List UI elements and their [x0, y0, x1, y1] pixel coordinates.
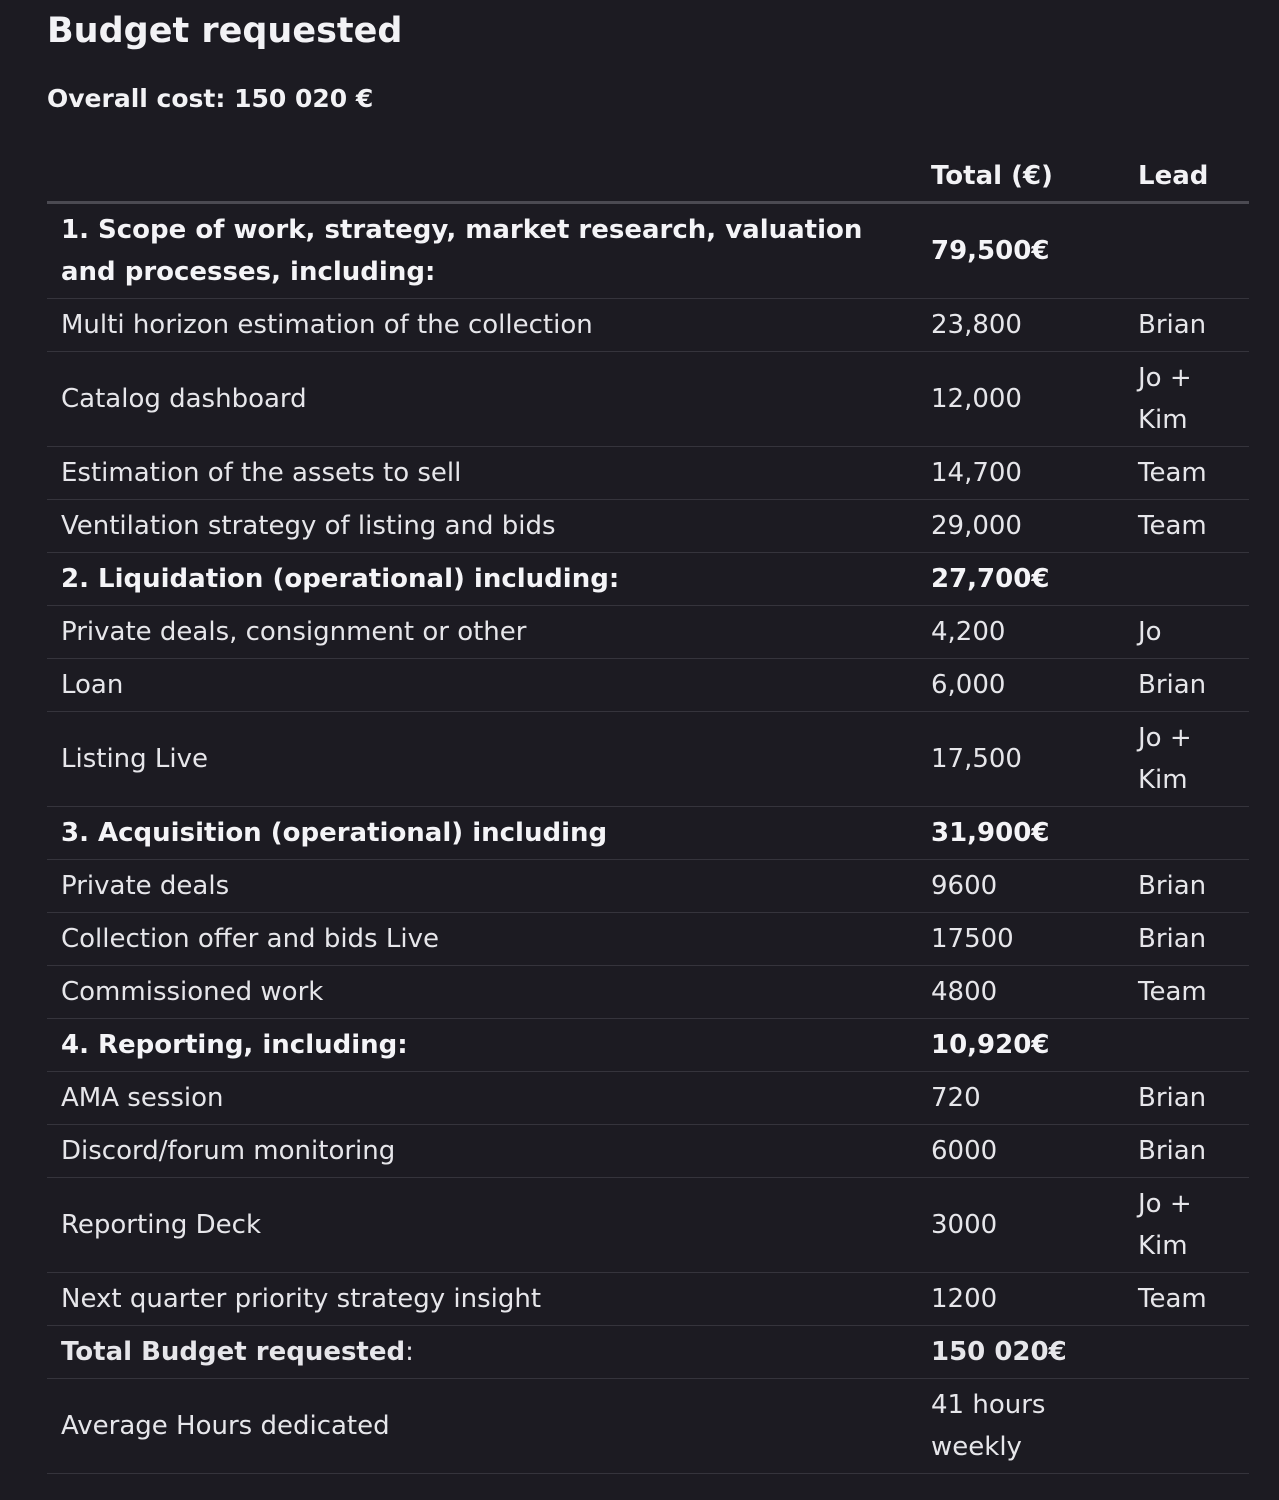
row-description: AMA session [47, 1072, 917, 1125]
row-description: Loan [47, 659, 917, 712]
total-budget-lead [1124, 1326, 1249, 1379]
row-total: 3000 [917, 1178, 1124, 1273]
row-description: 1. Scope of work, strategy, market research, valuation and processes, including: [47, 203, 917, 299]
row-total: 4,200 [917, 606, 1124, 659]
row-lead: Brian [1124, 1072, 1249, 1125]
row-description: Catalog dashboard [47, 352, 917, 447]
row-lead: Brian [1124, 659, 1249, 712]
row-total: 31,900€ [917, 807, 1124, 860]
table-header-row [47, 150, 1249, 203]
table-row [47, 447, 1249, 500]
row-description: Multi horizon estimation of the collection [47, 299, 917, 352]
row-total: 720 [917, 1072, 1124, 1125]
row-lead [1124, 203, 1249, 299]
row-lead: Brian [1124, 913, 1249, 966]
table-row [47, 659, 1249, 712]
average-hours-value: 41 hours weekly [917, 1379, 1124, 1474]
table-row [47, 913, 1249, 966]
row-lead: Jo + Kim [1124, 712, 1249, 807]
row-lead: Team [1124, 447, 1249, 500]
row-description: Collection offer and bids Live [47, 913, 917, 966]
column-header-lead: Lead [1124, 150, 1249, 203]
total-budget-row [47, 1326, 1249, 1379]
row-total: 23,800 [917, 299, 1124, 352]
table-row [47, 1273, 1249, 1326]
row-description: Ventilation strategy of listing and bids [47, 500, 917, 553]
average-hours-row [47, 1379, 1249, 1474]
row-total: 79,500€ [917, 203, 1124, 299]
row-description: 3. Acquisition (operational) including [47, 807, 917, 860]
table-row [47, 1072, 1249, 1125]
row-lead: Jo + Kim [1124, 352, 1249, 447]
table-row [47, 500, 1249, 553]
row-total: 6000 [917, 1125, 1124, 1178]
column-header-description [47, 150, 917, 203]
row-total: 27,700€ [917, 553, 1124, 606]
row-total: 12,000 [917, 352, 1124, 447]
table-row [47, 553, 1249, 606]
table-row [47, 966, 1249, 1019]
average-hours-lead [1124, 1379, 1249, 1474]
row-lead: Jo [1124, 606, 1249, 659]
total-budget-value: 150 020€ [917, 1326, 1124, 1379]
total-budget-label-text: Total Budget requested [61, 1337, 406, 1367]
row-total: 6,000 [917, 659, 1124, 712]
row-total: 4800 [917, 966, 1124, 1019]
row-lead: Brian [1124, 860, 1249, 913]
row-lead: Jo + Kim [1124, 1178, 1249, 1273]
row-description: 2. Liquidation (operational) including: [47, 553, 917, 606]
row-description: 4. Reporting, including: [47, 1019, 917, 1072]
row-description: Private deals [47, 860, 917, 913]
total-budget-label-suffix: : [405, 1337, 414, 1367]
row-lead: Team [1124, 500, 1249, 553]
row-description: Commissioned work [47, 966, 917, 1019]
table-row [47, 606, 1249, 659]
table-row [47, 860, 1249, 913]
table-row [47, 1019, 1249, 1072]
row-lead [1124, 807, 1249, 860]
column-header-total: Total (€) [917, 150, 1124, 203]
table-row [47, 1178, 1249, 1273]
row-total: 1200 [917, 1273, 1124, 1326]
table-row [47, 712, 1249, 807]
row-lead [1124, 1019, 1249, 1072]
row-total: 9600 [917, 860, 1124, 913]
table-row [47, 807, 1249, 860]
row-total: 17,500 [917, 712, 1124, 807]
row-total: 17500 [917, 913, 1124, 966]
row-total: 14,700 [917, 447, 1124, 500]
row-total: 10,920€ [917, 1019, 1124, 1072]
row-total: 29,000 [917, 500, 1124, 553]
row-description: Private deals, consignment or other [47, 606, 917, 659]
total-budget-label [47, 1326, 917, 1379]
row-lead: Team [1124, 1273, 1249, 1326]
budget-table [47, 150, 1249, 1474]
row-description: Listing Live [47, 712, 917, 807]
overall-cost: Overall cost: 150 020 € [47, 84, 374, 113]
page-title: Budget requested [47, 11, 403, 51]
table-row [47, 299, 1249, 352]
row-description: Estimation of the assets to sell [47, 447, 917, 500]
table-row [47, 203, 1249, 299]
average-hours-label: Average Hours dedicated [47, 1379, 917, 1474]
row-lead [1124, 553, 1249, 606]
row-description: Discord/forum monitoring [47, 1125, 917, 1178]
table-row [47, 1125, 1249, 1178]
row-lead: Team [1124, 966, 1249, 1019]
table-row [47, 352, 1249, 447]
row-description: Reporting Deck [47, 1178, 917, 1273]
budget-document [47, 0, 1249, 1462]
row-lead: Brian [1124, 1125, 1249, 1178]
row-lead: Brian [1124, 299, 1249, 352]
row-description: Next quarter priority strategy insight [47, 1273, 917, 1326]
